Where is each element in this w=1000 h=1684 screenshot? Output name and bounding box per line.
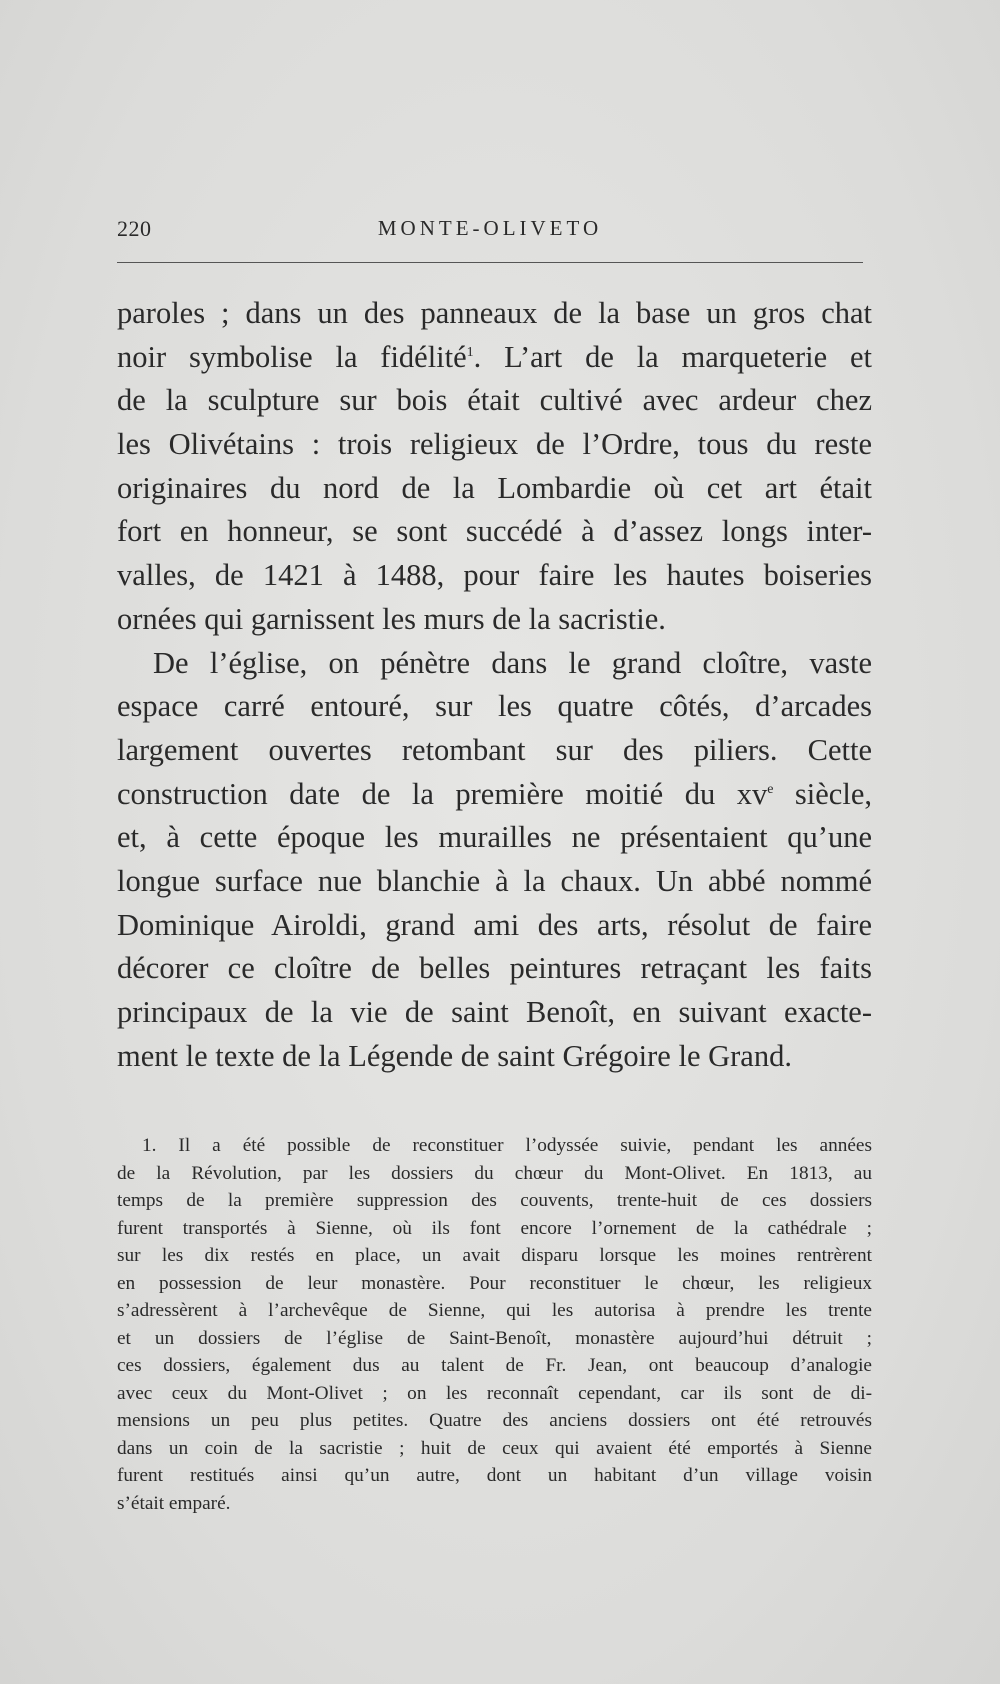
body-line: De l’église, on pénètre dans le grand cloître, vaste xyxy=(153,645,872,680)
body-line: paroles ; dans un des panneaux de la base un gros chat xyxy=(117,296,872,330)
body-line-text: construction date de la première moitié du xv xyxy=(117,776,768,811)
footnote-reference: 1 xyxy=(466,344,474,360)
body-line: ornées qui garnissent les murs de la sacristie. xyxy=(117,601,666,636)
body-line: originaires du nord de la Lombardie où cet art était xyxy=(117,470,872,505)
footnote-line: mensions un peu plus petites. Quatre des anciens dossiers ont été retrouvés xyxy=(117,1410,872,1431)
footnote-line: et un dossiers de l’église de Saint-Benoît, monastère aujourd’hui détruit ; xyxy=(117,1327,872,1349)
body-line: largement ouvertes retombant sur des piliers. Cette xyxy=(117,732,872,767)
body-line: valles, de 1421 à 1488, pour faire les hautes boiseries xyxy=(117,558,872,593)
footnote-line: ces dossiers, également dus au talent de Fr. Jean, ont beaucoup d’analogie xyxy=(117,1355,872,1376)
footnote-line: temps de la première suppression des couvents, trente-huit de ces dossiers xyxy=(117,1190,872,1211)
body-line: et, à cette époque les murailles ne présentaient qu’une xyxy=(117,820,872,855)
body-line xyxy=(117,773,872,817)
running-title: MONTE-OLIVETO xyxy=(377,216,603,240)
footnote-line: avec ceux du Mont-Olivet ; on les reconnaît cependant, car ils sont de di- xyxy=(117,1382,872,1404)
footnote-line: dans un coin de la sacristie ; huit de ceux qui avaient été emportés à Sienne xyxy=(117,1437,872,1459)
footnote-line: 1. Il a été possible de reconstituer l’odyssée suivie, pendant les années xyxy=(142,1135,872,1156)
header-rule xyxy=(117,262,863,263)
body-line: de la sculpture sur bois était cultivé avec ardeur chez xyxy=(117,383,872,418)
body-line: fort en honneur, se sont succédé à d’assez longs inter- xyxy=(117,514,872,549)
body-line-text: siècle, xyxy=(773,776,872,811)
footnote-line: sur les dix restés en place, un avait disparu lorsque les moines rentrèrent xyxy=(117,1245,872,1266)
footnote-line: furent transportés à Sienne, où ils font encore l’ornement de la cathédrale ; xyxy=(117,1217,872,1239)
running-head xyxy=(117,216,863,246)
body-line: principaux de la vie de saint Benoît, en suivant exacte- xyxy=(117,995,872,1029)
body-line: espace carré entouré, sur les quatre côtés, d’arcades xyxy=(117,689,872,724)
page-number: 220 xyxy=(117,216,152,241)
footnote-line: furent restitués ainsi qu’un autre, dont un habitant d’un village voisin xyxy=(117,1465,872,1486)
century-superscript: e xyxy=(767,781,774,797)
body-line: décorer ce cloître de belles peintures retraçant les faits xyxy=(117,951,872,986)
footnotes xyxy=(117,1132,872,1517)
footnote-line: de la Révolution, par les dossiers du chœur du Mont-Olivet. En 1813, au xyxy=(117,1162,872,1184)
body-line-text: . L’art de la marqueterie et xyxy=(473,339,872,374)
body-line: ment le texte de la Légende de saint Grégoire le Grand. xyxy=(117,1038,792,1073)
body-line xyxy=(117,336,872,380)
body-line: les Olivétains : trois religieux de l’Ordre, tous du reste xyxy=(117,427,872,462)
body-text xyxy=(117,292,872,1078)
footnote-line: s’était emparé. xyxy=(117,1492,231,1514)
body-line: longue surface nue blanchie à la chaux. Un abbé nommé xyxy=(117,863,872,898)
body-line-text: noir symbolise la fidélité xyxy=(117,339,467,374)
footnote-line: s’adressèrent à l’archevêque de Sienne, qui les autorisa à prendre les trente xyxy=(117,1300,872,1321)
footnote-line: en possession de leur monastère. Pour reconstituer le chœur, les religieux xyxy=(117,1272,872,1294)
body-line: Dominique Airoldi, grand ami des arts, résolut de faire xyxy=(117,907,872,942)
